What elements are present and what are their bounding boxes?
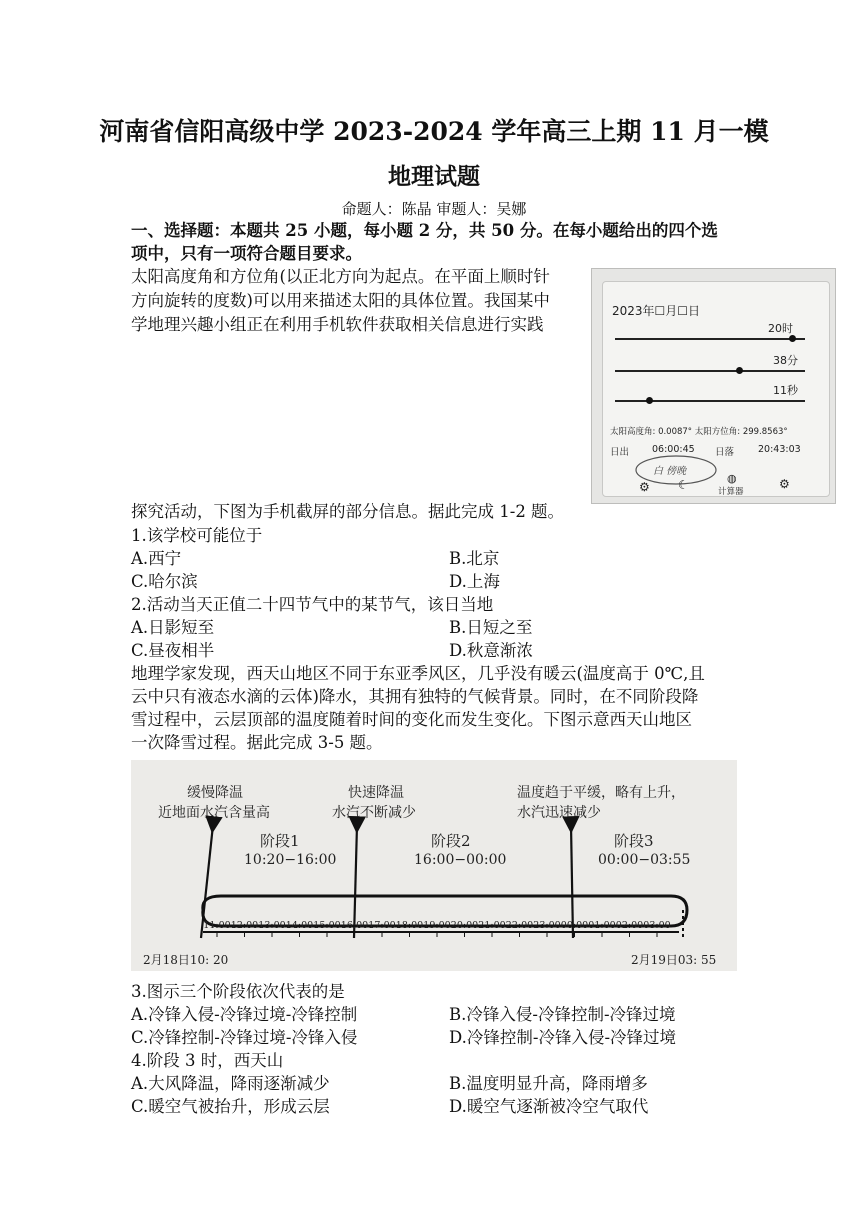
phone-date: 2023年☐月☐日 bbox=[612, 304, 701, 318]
tick-label: 20:00 bbox=[450, 920, 479, 931]
passage2-line1: 地理学家发现，西天山地区不同于东亚季风区，几乎没有暖云(温度高于 0℃,且 bbox=[131, 664, 705, 683]
tick-label: 18:00 bbox=[395, 920, 424, 931]
stage1-label: 阶段1 bbox=[260, 832, 300, 850]
tick-label: 03:00 bbox=[643, 920, 671, 931]
tick-label: 13:00 bbox=[258, 920, 286, 931]
section-heading-line1: 一、选择题：本题共 25 小题，每小题 2 分，共 50 分。在每小题给出的四个选 bbox=[131, 221, 718, 240]
second-slider-knob bbox=[646, 397, 653, 404]
minute-slider-knob bbox=[736, 367, 743, 374]
q2-option-c: C.昼夜相半 bbox=[131, 641, 215, 660]
q4-option-a: A.大风降温，降雨逐渐减少 bbox=[131, 1074, 330, 1093]
exam-title: 河南省信阳高级中学 2023-2024 学年高三上期 11 月一模 bbox=[99, 117, 769, 146]
globe-icon[interactable]: ◍ bbox=[727, 472, 737, 485]
q1-option-b: B.北京 bbox=[449, 549, 500, 568]
tick-label: 14:00 bbox=[285, 920, 314, 931]
timeline-drawing bbox=[131, 760, 737, 971]
handwriting-note: 白 傍晚 bbox=[653, 466, 687, 477]
section-heading-line2: 项中，只有一项符合题目要求。 bbox=[131, 244, 362, 263]
tick-label: 15:00 bbox=[313, 920, 341, 931]
question-3: 3.图示三个阶段依次代表的是 bbox=[131, 982, 345, 1001]
tick-label: 12:00 bbox=[230, 920, 259, 931]
sunset-time: 20:43:03 bbox=[758, 444, 801, 455]
tick-label: 22:00 bbox=[505, 920, 534, 931]
sunrise-label: 日出 bbox=[610, 447, 630, 458]
stage2-time: 16:00−00:00 bbox=[414, 852, 507, 868]
phone-second-label: 11秒 bbox=[773, 384, 798, 397]
tick-label: 11:00 bbox=[203, 920, 231, 931]
q1-option-c: C.哈尔滨 bbox=[131, 572, 198, 591]
q3-option-a: A.冷锋入侵-冷锋过境-冷锋控制 bbox=[131, 1005, 358, 1024]
passage1-line4: 探究活动，下图为手机截屏的部分信息。据此完成 1-2 题。 bbox=[131, 502, 565, 521]
tick-label: 23:00 bbox=[533, 920, 561, 931]
q4-option-c: C.暖空气被抬升，形成云层 bbox=[131, 1097, 330, 1116]
q3-option-b: B.冷锋入侵-冷锋控制-冷锋过境 bbox=[449, 1005, 676, 1024]
note3-line1: 温度趋于平缓，略有上升， bbox=[517, 785, 685, 801]
phone-minute-label: 38分 bbox=[773, 354, 798, 367]
phone-hour-label: 20时 bbox=[768, 322, 793, 335]
note1-line1: 缓慢降温 bbox=[187, 785, 243, 801]
sunrise-time: 06:00:45 bbox=[652, 444, 695, 455]
hour-slider bbox=[615, 338, 805, 340]
snowfall-process-diagram bbox=[131, 760, 737, 971]
tick-label: 17:00 bbox=[368, 920, 396, 931]
tick-label: 21:00 bbox=[478, 920, 506, 931]
gear-icon[interactable]: ⚙ bbox=[639, 480, 650, 494]
passage2-line4: 一次降雪过程。据此完成 3-5 题。 bbox=[131, 733, 383, 752]
timeline-ticks bbox=[203, 920, 670, 937]
phone-screenshot-figure bbox=[591, 268, 836, 504]
question-1: 1.该学校可能位于 bbox=[131, 526, 263, 545]
sunset-label: 日落 bbox=[715, 447, 735, 458]
start-time-label: 2月18日10: 20 bbox=[143, 953, 229, 967]
calculator-label[interactable]: 计算器 bbox=[718, 487, 744, 497]
q2-option-a: A.日影短至 bbox=[131, 618, 215, 637]
sun-angle-info: 太阳高度角: 0.0087° 太阳方位角: 299.8563° bbox=[610, 427, 788, 437]
note2-line1: 快速降温 bbox=[348, 785, 404, 801]
passage1-line2: 方向旋转的度数)可以用来描述太阳的具体位置。我国某中 bbox=[131, 291, 550, 310]
minute-slider bbox=[615, 370, 805, 372]
hour-slider-knob bbox=[789, 335, 796, 342]
q2-option-d: D.秋意渐浓 bbox=[449, 641, 533, 660]
note2-line2: 水汽不断减少 bbox=[332, 805, 416, 821]
q1-option-a: A.西宁 bbox=[131, 549, 182, 568]
q4-option-d: D.暖空气逐渐被冷空气取代 bbox=[449, 1097, 649, 1116]
passage2-line2: 云中只有液态水滴的云体)降水，其拥有独特的气候背景。同时，在不同阶段降 bbox=[131, 687, 699, 706]
second-slider bbox=[615, 400, 805, 402]
tick-label: 19:00 bbox=[423, 920, 451, 931]
q1-option-d: D.上海 bbox=[449, 572, 500, 591]
passage1-line3: 学地理兴趣小组正在利用手机软件获取相关信息进行实践 bbox=[131, 315, 544, 334]
stage1-time: 10:20−16:00 bbox=[244, 852, 337, 868]
exam-subtitle: 地理试题 bbox=[388, 163, 480, 190]
q4-option-b: B.温度明显升高，降雨增多 bbox=[449, 1074, 648, 1093]
moon-icon[interactable]: ☾ bbox=[678, 478, 689, 492]
stage3-label: 阶段3 bbox=[614, 832, 654, 850]
q2-option-b: B.日短之至 bbox=[449, 618, 533, 637]
settings-icon[interactable]: ⚙ bbox=[779, 477, 790, 491]
tick-label: 00:00 bbox=[560, 920, 589, 931]
exam-authors: 命题人：陈晶 审题人：吴娜 bbox=[341, 200, 527, 218]
tick-label: 01:00 bbox=[588, 920, 616, 931]
end-time-label: 2月19日03: 55 bbox=[631, 953, 717, 967]
passage1-line1: 太阳高度角和方位角(以正北方向为起点。在平面上顺时针 bbox=[131, 267, 550, 286]
q3-option-d: D.冷锋控制-冷锋入侵-冷锋过境 bbox=[449, 1028, 677, 1047]
note1-line2: 近地面水汽含量高 bbox=[158, 805, 270, 821]
stage2-label: 阶段2 bbox=[431, 832, 471, 850]
tick-label: 02:00 bbox=[615, 920, 644, 931]
q3-option-c: C.冷锋控制-冷锋过境-冷锋入侵 bbox=[131, 1028, 358, 1047]
passage2-line3: 雪过程中，云层顶部的温度随着时间的变化而发生变化。下图示意西天山地区 bbox=[131, 710, 692, 729]
stage3-time: 00:00−03:55 bbox=[598, 852, 691, 868]
note3-line2: 水汽迅速减少 bbox=[517, 805, 601, 821]
phone-screen bbox=[602, 281, 830, 497]
question-4: 4.阶段 3 时，西天山 bbox=[131, 1051, 284, 1070]
tick-label: 16:00 bbox=[340, 920, 369, 931]
question-2: 2.活动当天正值二十四节气中的某节气，该日当地 bbox=[131, 595, 494, 614]
